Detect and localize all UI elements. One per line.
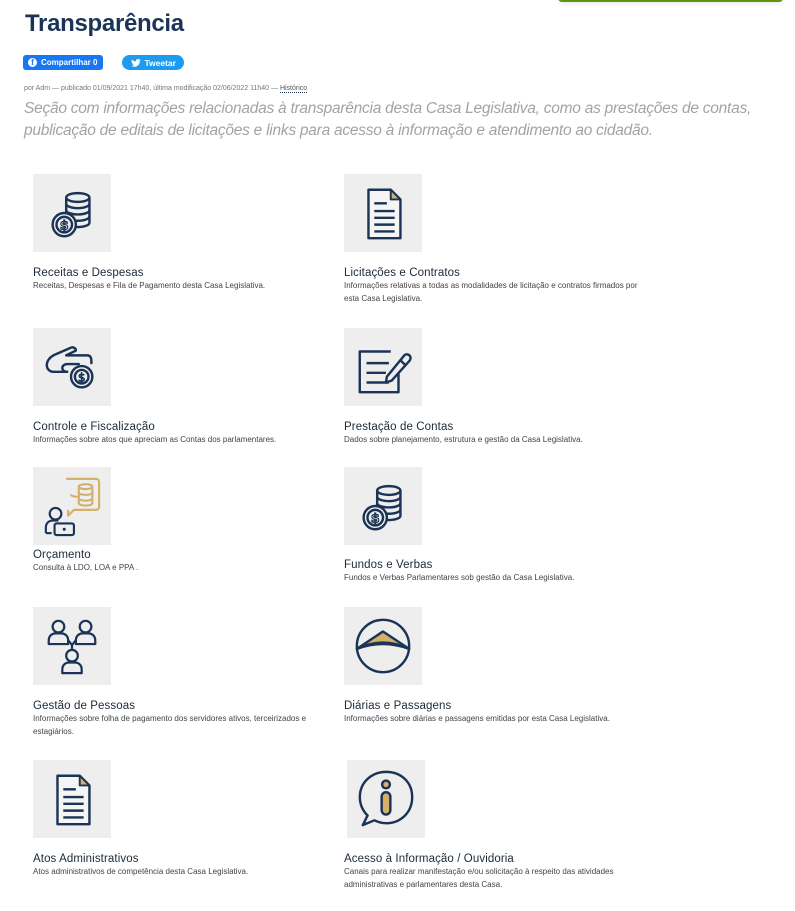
card-title[interactable]: Diárias e Passagens — [344, 700, 452, 712]
card-prestacao-contas[interactable] — [344, 328, 654, 447]
card-description: Informações sobre atos que apreciam as Contas dos parlamentares. — [33, 435, 277, 444]
card-licitacoes-contratos[interactable] — [344, 174, 654, 305]
card-icon-box[interactable] — [347, 760, 425, 838]
card-fundos-verbas[interactable] — [344, 467, 654, 585]
card-title[interactable]: Atos Administrativos — [33, 853, 139, 865]
card-icon-box[interactable] — [33, 328, 111, 406]
card-diarias-passagens[interactable] — [344, 607, 654, 726]
svg-text:$: $ — [77, 370, 86, 385]
document-icon — [41, 768, 103, 830]
card-title[interactable]: Acesso à Informação / Ouvidoria — [344, 853, 514, 865]
card-acesso-informacao-ouvidoria[interactable] — [344, 760, 654, 891]
person-laptop-coins-icon — [41, 475, 103, 537]
page-title: Transparência — [25, 10, 184, 37]
info-bubble-icon — [355, 768, 417, 830]
byline — [24, 85, 307, 92]
card-title[interactable]: Orçamento — [33, 549, 91, 561]
card-icon-box[interactable] — [33, 760, 111, 838]
coins-icon — [352, 475, 414, 537]
facebook-icon: f — [28, 58, 37, 67]
card-description: Informações relativas a todas as modalidades de licitação e contratos firmados por esta Casa Legislativa. — [344, 281, 638, 303]
tweet-button[interactable] — [122, 55, 184, 70]
card-title[interactable]: Licitações e Contratos — [344, 267, 460, 279]
card-icon-box[interactable] — [344, 607, 422, 685]
card-description: Receitas, Despesas e Fila de Pagamento desta Casa Legislativa. — [33, 281, 266, 290]
card-icon-box[interactable] — [344, 328, 422, 406]
card-icon-box[interactable] — [344, 174, 422, 252]
share-bar — [23, 55, 184, 70]
people-network-icon — [41, 615, 103, 677]
card-title[interactable]: Receitas e Despesas — [33, 267, 144, 279]
document-icon — [352, 182, 414, 244]
card-title[interactable]: Fundos e Verbas — [344, 559, 433, 571]
top-accent-bar — [558, 0, 783, 2]
tweet-label: Tweetar — [144, 57, 176, 68]
page-description: Seção com informações relacionadas à transparência desta Casa Legislativa, como as prestações de contas, publicação de editais de licitações e links para acesso à informação e atendimento ao cidadão. — [24, 100, 752, 139]
card-description: Fundos e Verbas Parlamentares sob gestão da Casa Legislativa. — [344, 573, 575, 582]
card-controle-fiscalizacao[interactable] — [33, 328, 343, 447]
card-title[interactable]: Gestão de Pessoas — [33, 700, 136, 712]
byline-text: por Adm — publicado 01/09/2021 17h40, última modificação 02/06/2022 11h40 — — [24, 85, 280, 92]
card-description: Canais para realizar manifestação e/ou solicitação à respeito das atividades administrativas e parlamentares desta Casa. — [344, 867, 614, 889]
card-description: Atos administrativos de competência desta Casa Legislativa. — [33, 867, 249, 876]
card-icon-box[interactable] — [33, 467, 111, 545]
facebook-share-button[interactable] — [23, 55, 103, 70]
svg-text:$: $ — [59, 217, 69, 233]
card-description: Informações sobre diárias e passagens emitidas por esta Casa Legislativa. — [344, 714, 610, 723]
svg-text:$: $ — [370, 510, 380, 526]
card-description: Dados sobre planejamento, estrutura e gestão da Casa Legislativa. — [344, 435, 583, 444]
twitter-bird-icon — [131, 59, 141, 67]
card-title[interactable]: Controle e Fiscalização — [33, 421, 155, 433]
card-icon-box[interactable] — [33, 607, 111, 685]
card-icon-box[interactable] — [344, 467, 422, 545]
hand-coin-icon — [41, 336, 103, 398]
card-description: Consulta à LDO, LOA e PPA . — [33, 563, 139, 572]
card-icon-box[interactable] — [33, 174, 111, 252]
card-orcamento[interactable] — [33, 467, 343, 575]
facebook-share-label: Compartilhar 0 — [41, 58, 98, 67]
coins-icon — [41, 182, 103, 244]
card-receitas-despesas[interactable] — [33, 174, 343, 293]
card-description: Informações sobre folha de pagamento dos servidores ativos, terceirizados e estagiários. — [33, 714, 307, 736]
card-title[interactable]: Prestação de Contas — [344, 421, 454, 433]
document-pen-icon — [352, 336, 414, 398]
card-atos-administrativos[interactable] — [33, 760, 343, 879]
travel-arc-icon — [352, 615, 414, 677]
card-gestao-pessoas[interactable] — [33, 607, 343, 738]
history-link[interactable]: Histórico — [279, 85, 308, 92]
